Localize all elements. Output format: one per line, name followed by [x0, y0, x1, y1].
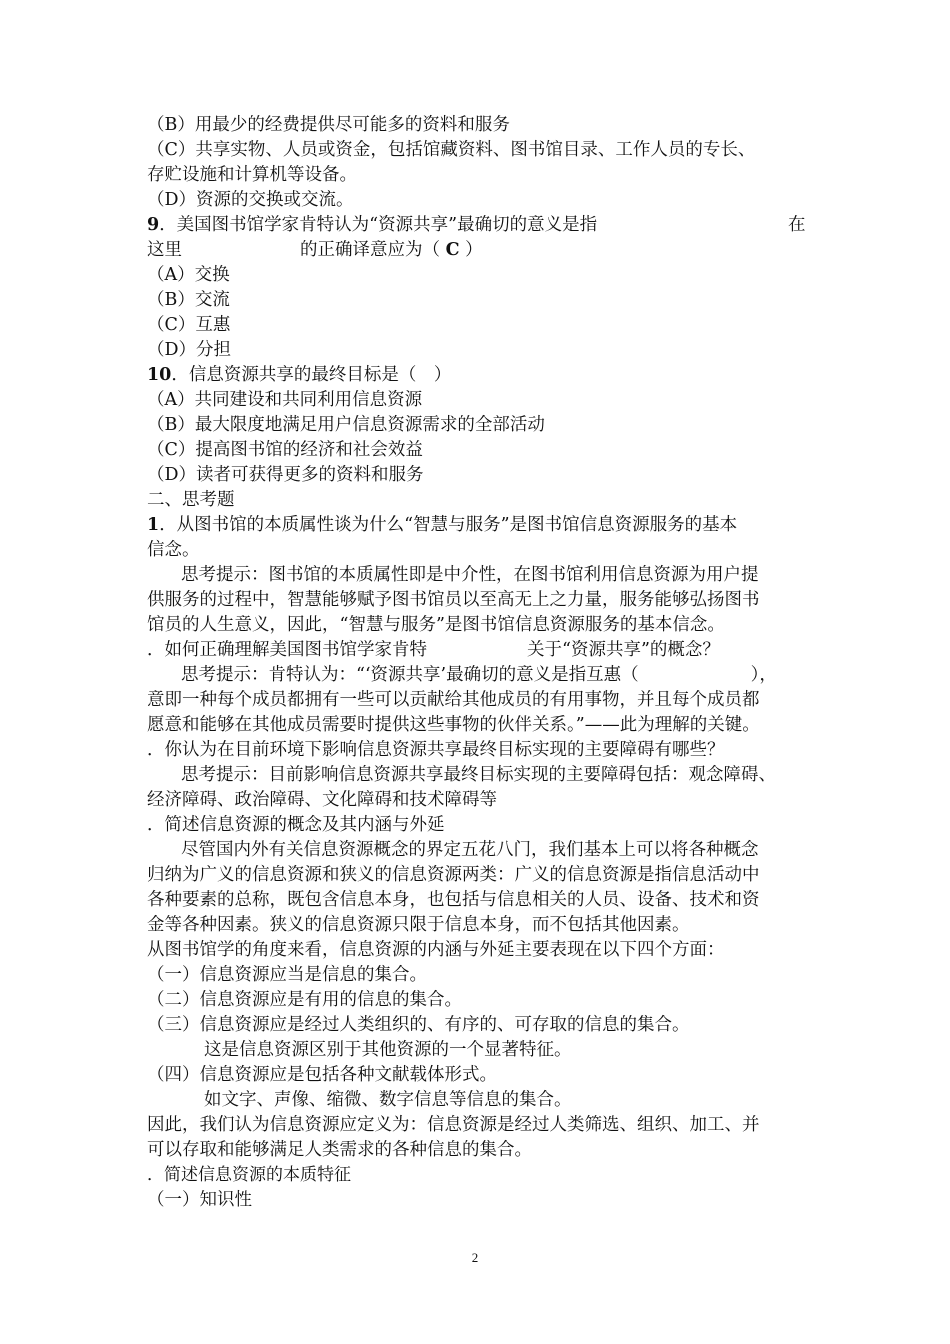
q10-option-a: （A）共同建设和共同利用信息资源 — [147, 390, 423, 410]
thinking-4-para-line2: 归纳为广义的信息资源和狭义的信息资源两类：广义的信息资源是指信息活动中 — [147, 865, 760, 885]
question-9-line2 — [147, 238, 483, 263]
thinking-3-hint-line2: 经济障碍、政治障碍、文化障碍和技术障碍等 — [147, 790, 497, 810]
question-10-number: 10 — [147, 365, 172, 385]
thinking-4-para-line1: 尽管国内外有关信息资源概念的界定五花八门，我们基本上可以将各种概念 — [181, 840, 759, 860]
thinking-2-hint-start: 思考提示：肯特认为：“‘资源共享’最确切的意义是指互惠（ — [181, 665, 639, 685]
question-9-line2-start: 这里 — [147, 240, 182, 260]
thinking-1 — [147, 513, 737, 538]
thinking-1-number: 1 — [147, 515, 160, 535]
q9-option-a: （A）交换 — [147, 265, 230, 285]
thinking-3: ．你认为在目前环境下影响信息资源共享最终目标实现的主要障碍有哪些？ — [147, 740, 725, 760]
thinking-1-text: ．从图书馆的本质属性谈为什么“智慧与服务”是图书馆信息资源服务的基本 — [159, 515, 738, 535]
thinking-2-hint-end: ）， — [750, 665, 777, 685]
thinking-4-item-3-note: 这是信息资源区别于其他资源的一个显著特征。 — [204, 1040, 572, 1060]
q10-option-b: （B）最大限度地满足用户信息资源需求的全部活动 — [147, 415, 545, 435]
thinking-2-hint-line2: 意即一种每个成员都拥有一些可以贡献给其他成员的有用事物，并且每个成员都 — [147, 690, 760, 710]
question-9-line2-end: ） — [465, 240, 483, 260]
q9-option-c: （C）互惠 — [147, 315, 231, 335]
thinking-2-text-start: ．如何正确理解美国图书馆学家肯特 — [147, 640, 427, 660]
thinking-1-hint-line2: 供服务的过程中，智慧能够赋予图书馆员以至高无上之力量，服务能够弘扬图书 — [147, 590, 760, 610]
thinking-5-item-1: （一）知识性 — [147, 1190, 252, 1210]
thinking-1-hint-line1: 思考提示：图书馆的本质属性即是中介性，在图书馆利用信息资源为用户提 — [181, 565, 759, 585]
q10-option-d: （D）读者可获得更多的资料和服务 — [147, 465, 424, 485]
option-d-line: （D）资源的交换或交流。 — [147, 190, 354, 210]
thinking-2-text-end: 关于“资源共享”的概念？ — [527, 640, 720, 660]
thinking-2 — [147, 638, 720, 663]
thinking-4-para-line5: 从图书馆学的角度来看，信息资源的内涵与外延主要表现在以下四个方面： — [147, 940, 725, 960]
thinking-4-item-2: （二）信息资源应是有用的信息的集合。 — [147, 990, 462, 1010]
question-10 — [147, 363, 451, 388]
question-9-text: ．美国图书馆学家肯特认为“资源共享”最确切的意义是指 — [159, 215, 598, 235]
option-c-line: （C）共享实物、人员或资金，包括馆藏资料、图书馆目录、工作人员的专长、 — [147, 140, 756, 160]
page-number: 2 — [471, 1250, 479, 1265]
thinking-4-item-3: （三）信息资源应是经过人类组织的、有序的、可存取的信息的集合。 — [147, 1015, 690, 1035]
q10-option-c: （C）提高图书馆的经济和社会效益 — [147, 440, 423, 460]
option-b-line: （B）用最少的经费提供尽可能多的资料和服务 — [147, 115, 510, 135]
section-2-heading: 二、思考题 — [147, 490, 235, 510]
thinking-4-item-4: （四）信息资源应是包括各种文献载体形式。 — [147, 1065, 497, 1085]
thinking-2-hint-line3: 愿意和能够在其他成员需要时提供这些事物的伙伴关系。”——此为理解的关键。 — [147, 715, 760, 735]
question-9-right-text: 在 — [788, 215, 806, 235]
question-9-number: 9 — [147, 215, 160, 235]
question-9 — [147, 213, 597, 238]
q9-option-b: （B）交流 — [147, 290, 230, 310]
option-c-continued: 存贮设施和计算机等设备。 — [147, 165, 357, 185]
thinking-4-item-4-note: 如文字、声像、缩微、数字信息等信息的集合。 — [204, 1090, 572, 1110]
thinking-1-hint-line3: 馆员的人生意义，因此，“智慧与服务”是图书馆信息资源服务的基本信念。 — [147, 615, 725, 635]
thinking-4-para-line3: 各种要素的总称，既包含信息本身，也包括与信息相关的人员、设备、技术和资 — [147, 890, 760, 910]
thinking-2-hint-line1 — [181, 663, 777, 688]
thinking-4-conclusion-line2: 可以存取和能够满足人类需求的各种信息的集合。 — [147, 1140, 532, 1160]
thinking-4-para-line4: 金等各种因素。狭义的信息资源只限于信息本身，而不包括其他因素。 — [147, 915, 690, 935]
question-10-text: ．信息资源共享的最终目标是（ ） — [171, 365, 452, 385]
question-9-answer: C — [445, 240, 460, 260]
question-9-line2-mid: 的正确译意应为（ — [300, 240, 440, 260]
thinking-3-hint-line1: 思考提示：目前影响信息资源共享最终目标实现的主要障碍包括：观念障碍、 — [181, 765, 776, 785]
thinking-5: ．简述信息资源的本质特征 — [147, 1165, 351, 1185]
thinking-1-continued: 信念。 — [147, 540, 200, 560]
thinking-4-item-1: （一）信息资源应当是信息的集合。 — [147, 965, 427, 985]
q9-option-d: （D）分担 — [147, 340, 232, 360]
thinking-4: ．简述信息资源的概念及其内涵与外延 — [147, 815, 445, 835]
thinking-4-conclusion-line1: 因此，我们认为信息资源应定义为：信息资源是经过人类筛选、组织、加工、并 — [147, 1115, 760, 1135]
